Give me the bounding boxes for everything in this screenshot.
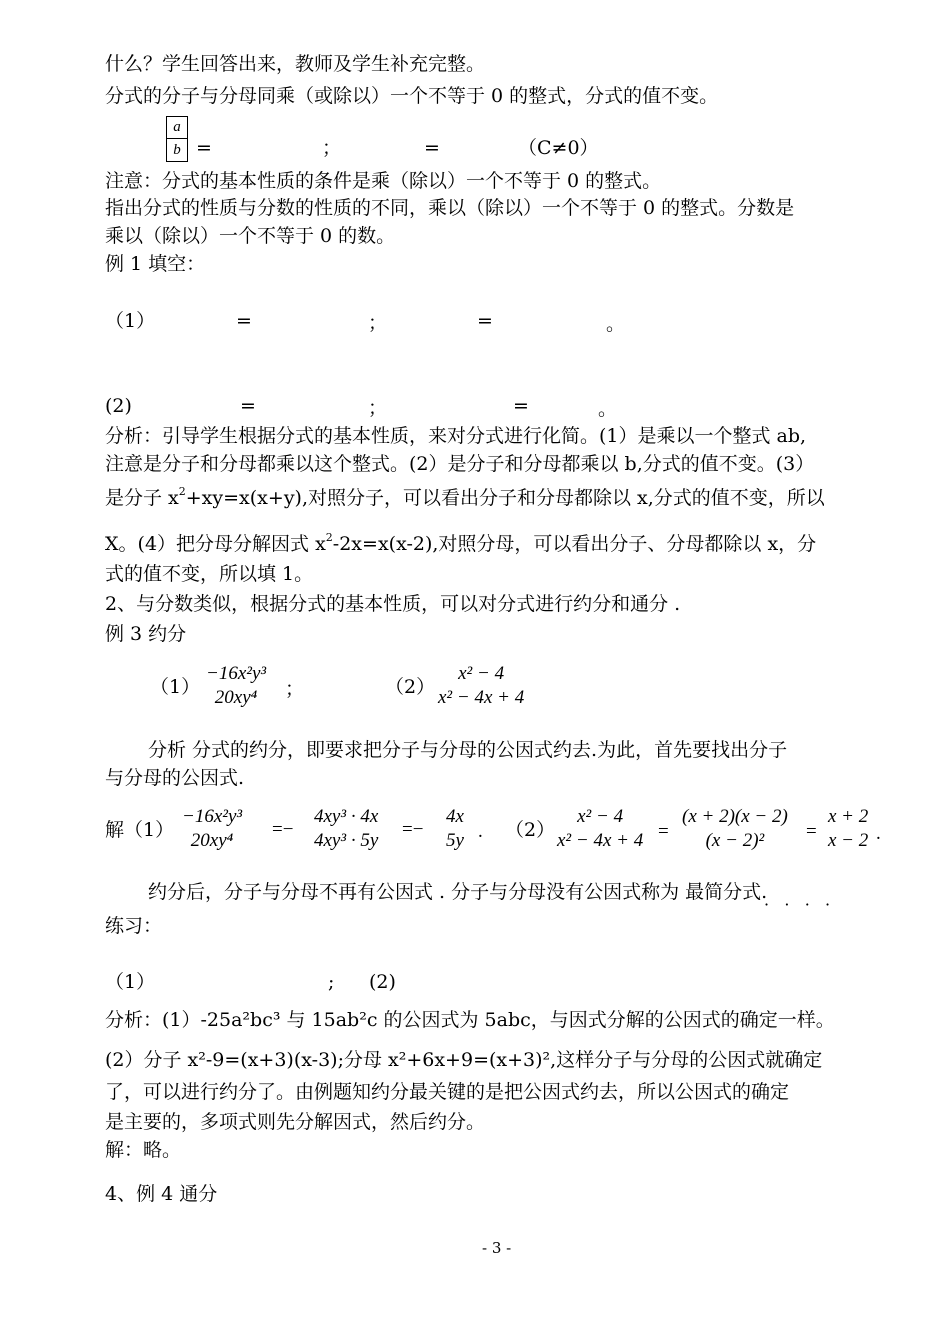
- equals-minus: =−: [272, 819, 294, 840]
- equals-sign: =: [424, 137, 440, 159]
- fraction: [826, 805, 870, 853]
- text-line: (2）分子 x²-9=(x+3)(x-3);分母 x²+6x+9=(x+3)²,这样分子与分母的公因式就确定: [105, 1049, 823, 1071]
- fraction-numerator: x + 2: [828, 806, 869, 827]
- fraction-denominator: 5y: [446, 830, 464, 851]
- text-line: 是分子 $x^2+xy=x(x+y)$,对照分子，可以看出分子和分母都除以 x,分式的值不变，所以: [105, 484, 825, 509]
- text-line: 什么？学生回答出来，教师及学生补充完整。: [105, 53, 486, 75]
- text-line: 分式的分子与分母同乘（或除以）一个不等于 0 的整式，分式的值不变。: [105, 85, 719, 107]
- semicolon: ;: [328, 971, 335, 993]
- fraction-numerator: x² − 4: [458, 663, 505, 684]
- item-label: （2）: [505, 819, 556, 841]
- fraction: [555, 805, 645, 853]
- period: 。: [598, 398, 618, 420]
- text-line: 分析：引导学生根据分式的基本性质，来对分式进行化简。(1）是乘以一个整式 ab,: [105, 425, 807, 447]
- text-line: 约分后，分子与分母不再有公因式 . 分子与分母没有公因式称为 最简分式.: [148, 881, 768, 903]
- text-line: 解：略。: [105, 1139, 182, 1161]
- solution-label: 解（1）: [105, 819, 175, 841]
- text-line: 4、例 4 通分: [105, 1183, 218, 1205]
- semicolon: ；: [368, 397, 388, 419]
- text-line: X。(4）把分母分解因式 $x^2-2x=x(x-2)$,对照分母，可以看出分子、分母都除以 x，分: [105, 530, 817, 555]
- item-label: （2）: [385, 676, 436, 698]
- text-line: 练习：: [105, 915, 163, 937]
- equals-sign: =: [513, 395, 529, 417]
- text-line: 注意是分子和分母都乘以这个整式。(2）是分子和分母都乘以 b,分式的值不变。(3）: [105, 453, 815, 475]
- text-line: 了，可以进行约分了。由例题知约分最关键的是把公因式约去，所以公因式的确定: [105, 1081, 790, 1103]
- example-heading: 例 1 填空：: [105, 253, 206, 275]
- item-label: （1）: [105, 971, 156, 993]
- fraction-denominator: x² − 4x + 4: [557, 830, 644, 851]
- page-number: - 3 -: [482, 1239, 512, 1257]
- fraction: [180, 805, 244, 853]
- fraction-numerator: −16x²y³: [206, 663, 267, 684]
- fraction: [680, 805, 790, 853]
- text-line: 乘以（除以）一个不等于 0 的数。: [105, 225, 396, 247]
- equals-sign: =: [236, 310, 252, 332]
- equals-sign: =: [477, 310, 493, 332]
- text-line: 是主要的，多项式则先分解因式，然后约分。: [105, 1111, 486, 1133]
- fraction: [204, 662, 268, 710]
- fraction-denominator: (x − 2)²: [705, 830, 765, 851]
- equals-sign: =: [196, 137, 212, 159]
- fraction: [436, 662, 526, 710]
- period: .: [876, 823, 881, 844]
- text-line: 式的值不变，所以填 1。: [105, 563, 314, 585]
- emphasis-dots: · · · ·: [764, 895, 831, 914]
- example-heading: 例 3 约分: [105, 623, 187, 645]
- equals-sign: =: [240, 395, 256, 417]
- fraction-numerator: −16x²y³: [182, 806, 243, 827]
- fraction: [444, 805, 466, 853]
- semicolon: ；: [368, 312, 388, 334]
- condition-text: （C≠0）: [518, 137, 599, 159]
- item-label: (2): [105, 395, 132, 417]
- item-label: （1）: [105, 310, 156, 332]
- fraction-denominator: 4xy³ · 5y: [314, 830, 379, 851]
- fraction: [312, 805, 380, 853]
- text-line: 注意：分式的基本性质的条件是乘（除以）一个不等于 0 的整式。: [105, 170, 662, 192]
- equals-minus: =−: [402, 819, 424, 840]
- fraction-denominator: b: [173, 142, 181, 158]
- period: 。: [606, 313, 626, 335]
- fraction-denominator: 20xy⁴: [214, 687, 258, 708]
- semicolon: ；: [285, 678, 305, 700]
- fraction-numerator: a: [167, 117, 187, 139]
- fraction-numerator: 4x: [446, 806, 464, 827]
- fraction-denominator: x − 2: [828, 830, 869, 851]
- fraction-numerator: 4xy³ · 4x: [314, 806, 379, 827]
- period: .: [478, 821, 483, 842]
- text-line: 与分母的公因式.: [105, 767, 245, 789]
- item-label: （1）: [150, 676, 201, 698]
- text-line: 2、与分数类似，根据分式的基本性质，可以对分式进行约分和通分 .: [105, 593, 681, 615]
- semicolon: ；: [322, 137, 342, 159]
- fraction-numerator: x² − 4: [577, 806, 624, 827]
- fraction-image-box: [166, 116, 188, 162]
- fraction-denominator: 20xy⁴: [190, 830, 234, 851]
- equals-sign: =: [658, 821, 669, 842]
- equals-sign: =: [806, 821, 817, 842]
- text-line: 分析：(1）-25a²bc³ 与 15ab²c 的公因式为 5abc，与因式分解的公因式的确定一样。: [105, 1009, 835, 1031]
- text-line: 分析 分式的约分，即要求把分子与分母的公因式约去.为此，首先要找出分子: [148, 739, 788, 761]
- item-label: (2): [369, 971, 396, 993]
- text-line: 指出分式的性质与分数的性质的不同，乘以（除以）一个不等于 0 的整式。分数是: [105, 197, 795, 219]
- fraction-numerator: (x + 2)(x − 2): [682, 806, 788, 827]
- fraction-denominator: x² − 4x + 4: [438, 687, 525, 708]
